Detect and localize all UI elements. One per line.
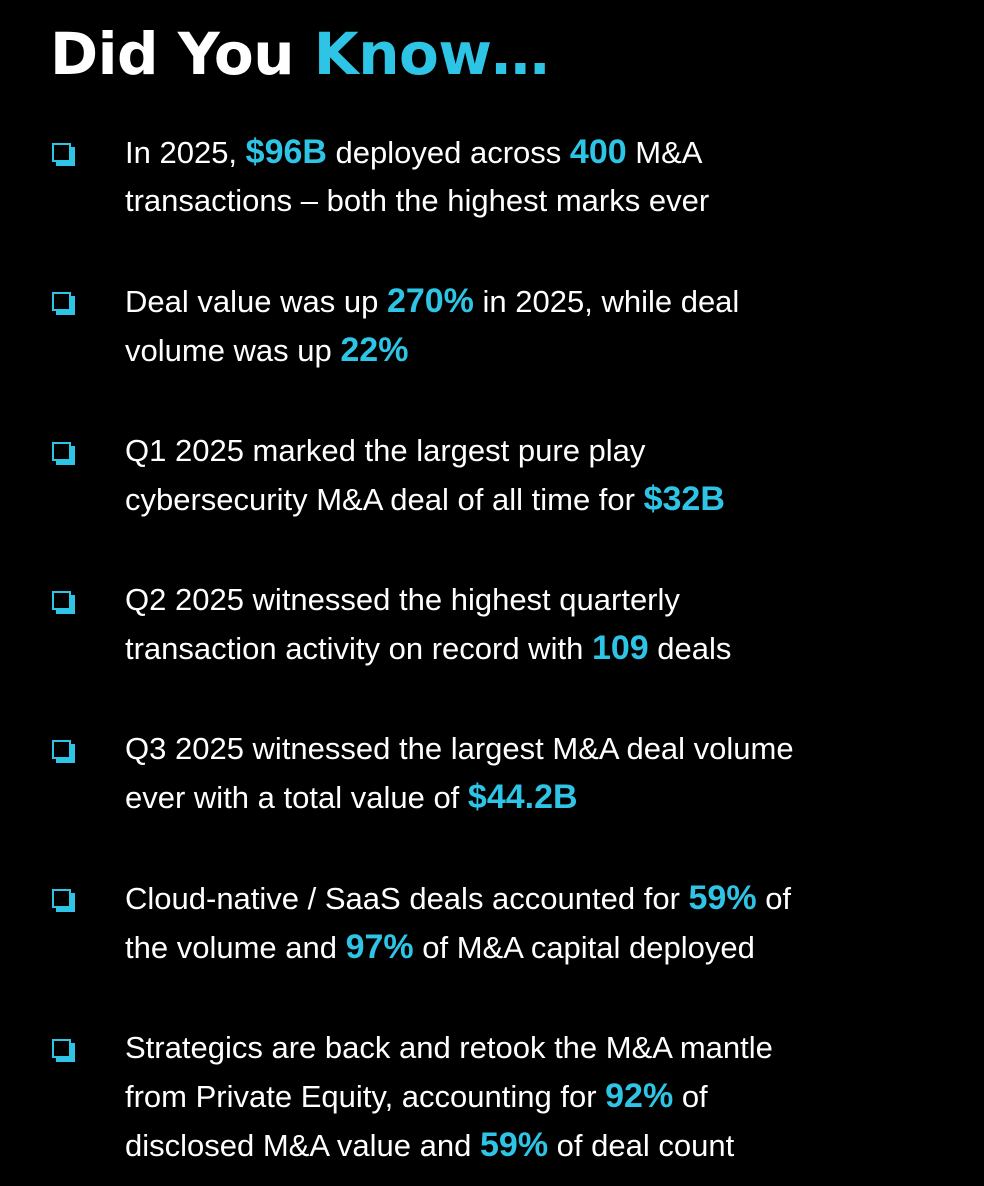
checkbox-icon — [52, 1039, 71, 1058]
stat-value: 22% — [340, 331, 409, 369]
checkbox-icon — [52, 740, 71, 759]
checkbox-icon — [52, 143, 71, 162]
fact-text: Q2 2025 witnessed the highest quarterly transaction activity on record with 109 deals — [125, 582, 732, 667]
fact-item — [50, 874, 950, 972]
fact-item — [50, 427, 950, 524]
fact-text: Cloud-native / SaaS deals accounted for 59% of the volume and 97% of M&A capital deployed — [125, 879, 792, 966]
stat-value: 270% — [386, 282, 474, 320]
fact-item — [50, 1024, 950, 1170]
stat-value: 59% — [688, 879, 757, 917]
fact-text: Strategics are back and retook the M&A mantle from Private Equity, accounting for 92% of disclosed M&A value and 59% of deal count — [125, 1030, 773, 1164]
fact-text: Deal value was up 270% in 2025, while deal volume was up 22% — [125, 282, 740, 369]
fact-item — [50, 128, 950, 225]
stat-value: $32B — [643, 480, 725, 518]
fact-text: Q3 2025 witnessed the largest M&A deal volume ever with a total value of $44.2B — [125, 731, 794, 816]
title-lead: Did You — [50, 20, 314, 88]
stat-value: 400 — [569, 133, 627, 171]
stat-value: 92% — [605, 1077, 674, 1115]
checkbox-icon — [52, 591, 71, 610]
page-title — [50, 12, 549, 96]
fact-text: In 2025, $96B deployed across 400 M&A transactions – both the highest marks ever — [125, 133, 710, 218]
title-highlight: Know… — [313, 20, 549, 88]
stat-value: 97% — [345, 928, 414, 966]
checkbox-icon — [52, 889, 71, 908]
fact-item — [50, 277, 950, 375]
stat-value: $44.2B — [467, 778, 578, 816]
facts-list — [50, 128, 950, 1170]
fact-item — [50, 576, 950, 673]
stat-value: $96B — [245, 133, 327, 171]
fact-text: Q1 2025 marked the largest pure play cybersecurity M&A deal of all time for $32B — [125, 433, 725, 518]
fact-item — [50, 725, 950, 822]
stat-value: 59% — [480, 1126, 549, 1164]
stat-value: 109 — [591, 629, 649, 667]
checkbox-icon — [52, 292, 71, 311]
checkbox-icon — [52, 442, 71, 461]
